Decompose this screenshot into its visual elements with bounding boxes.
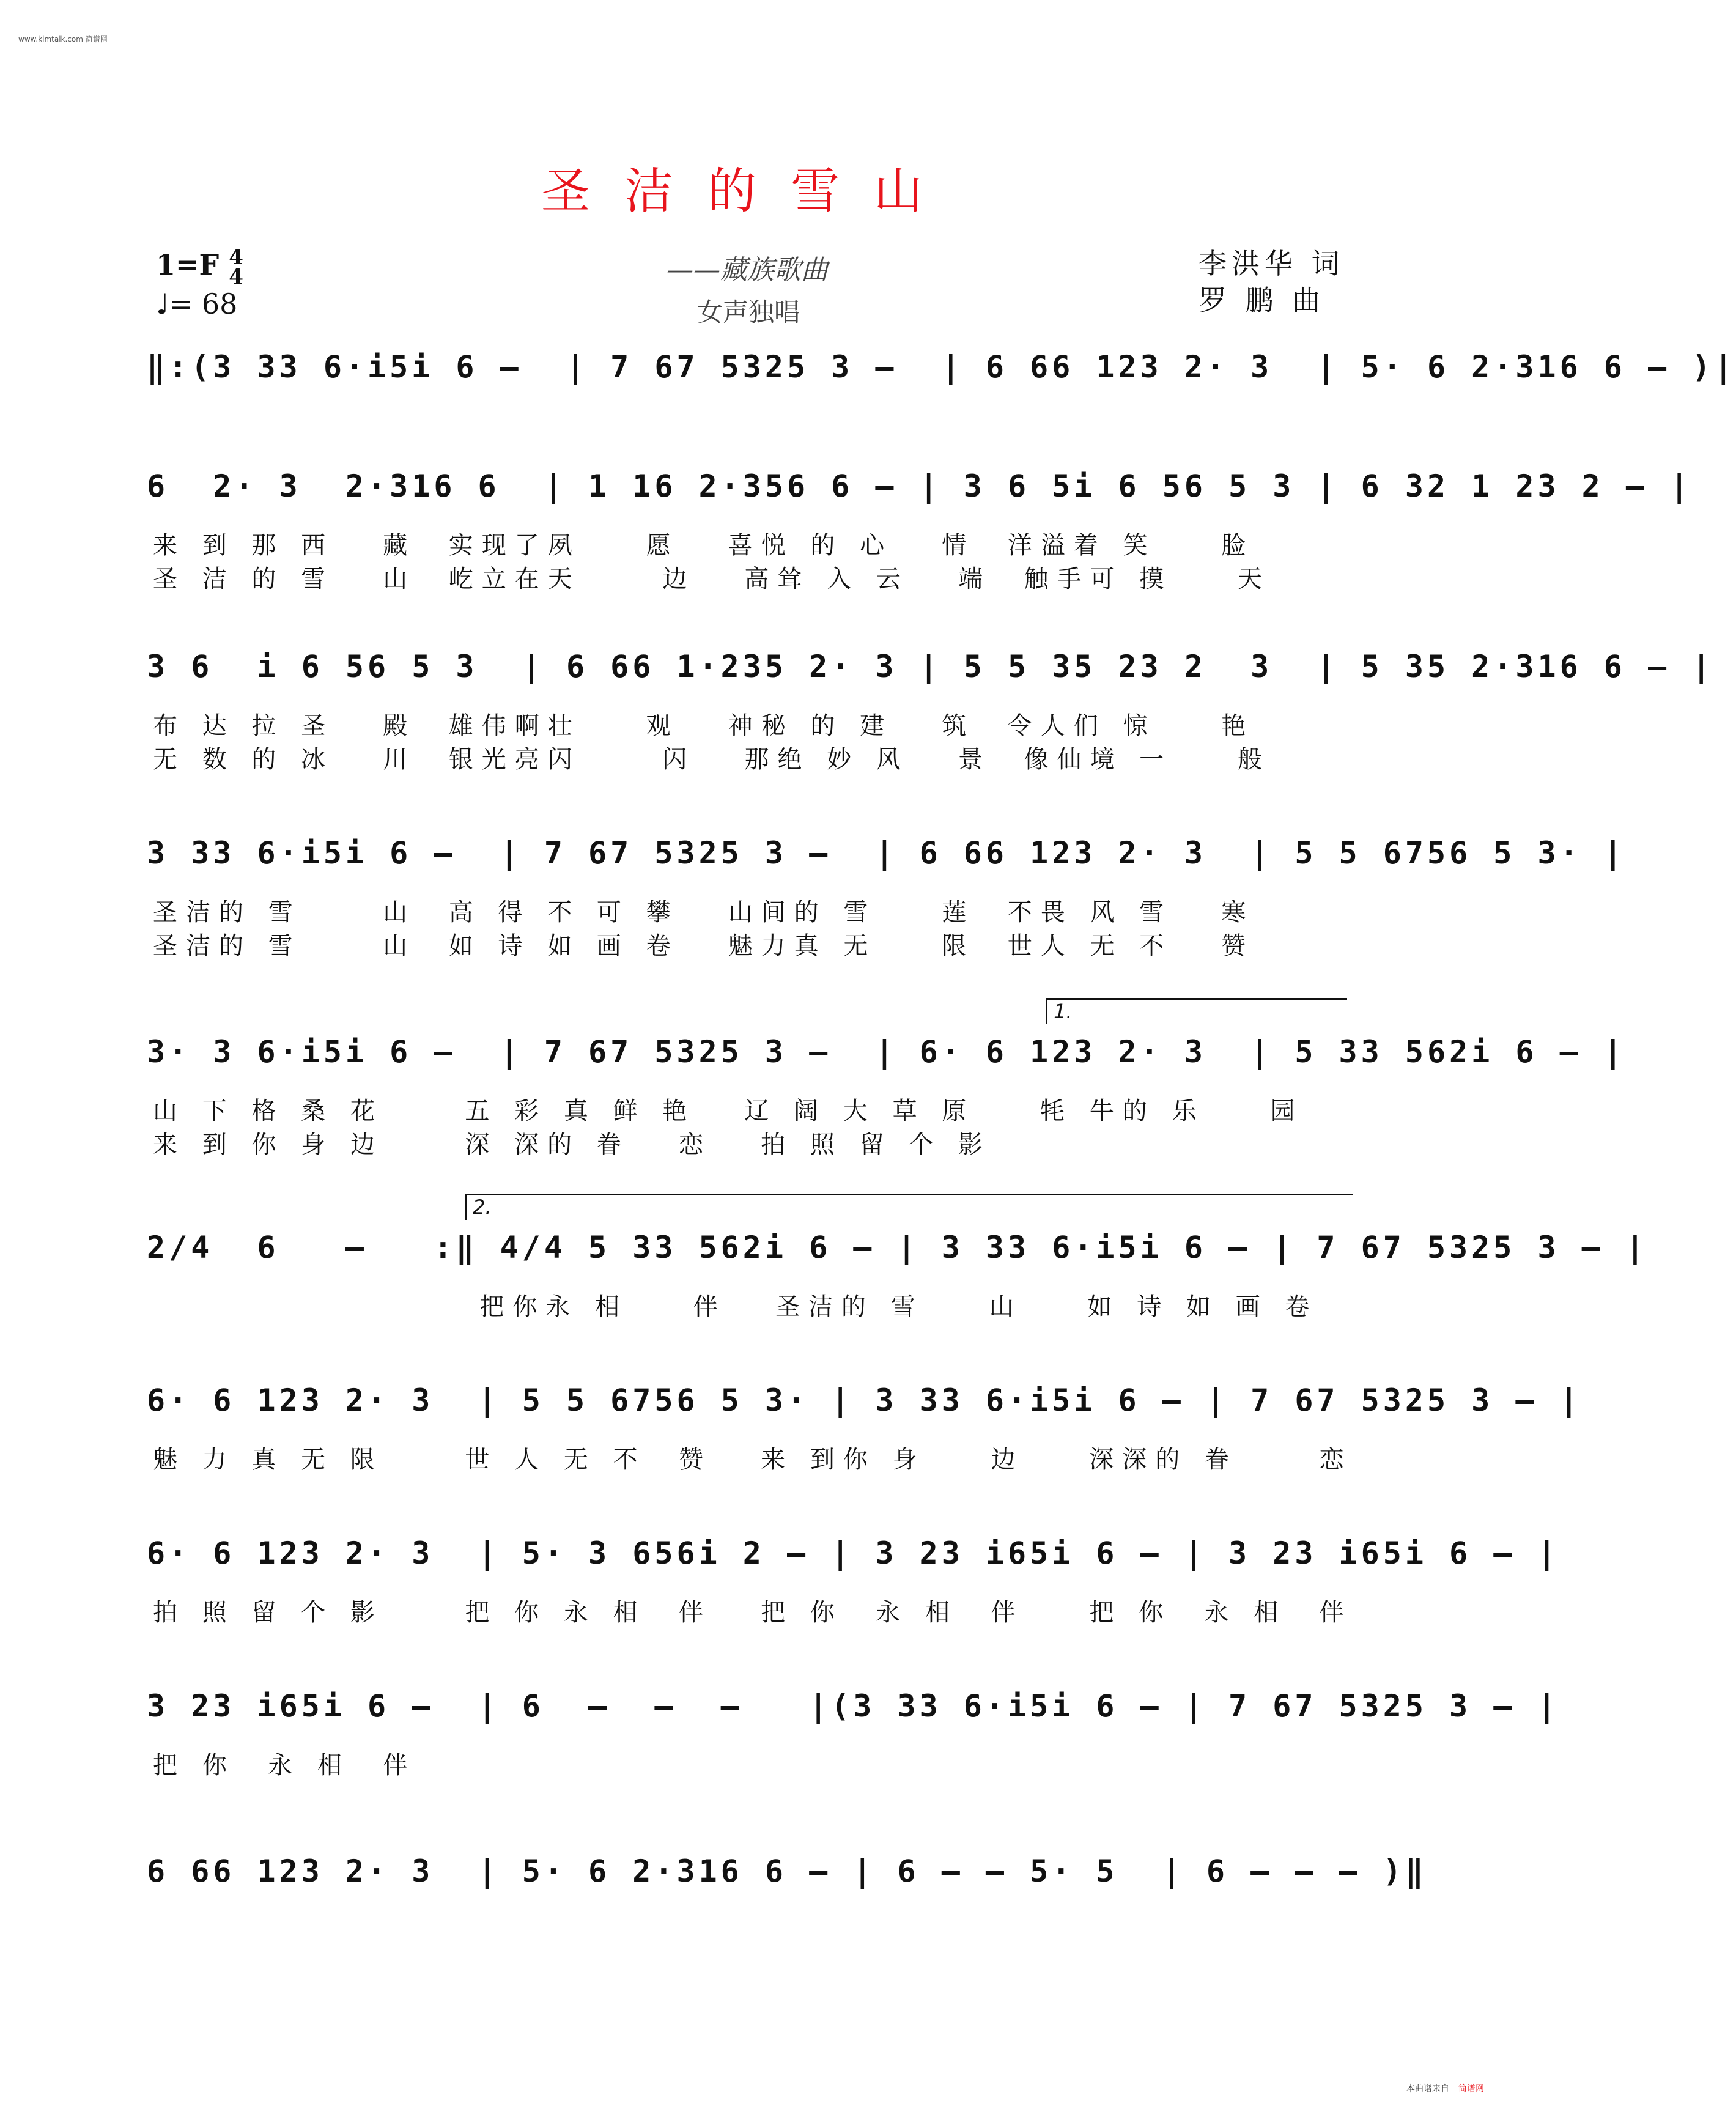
lyric-line: 圣洁的 雪 山 如 诗 如 画 卷 魅力真 无 限 世人 无 不 赞	[153, 932, 1255, 960]
volta-bracket: 1.	[1046, 998, 1347, 1024]
lyric-line: 把你永 相 伴 圣洁的 雪 山 如 诗 如 画 卷	[153, 1293, 1318, 1321]
notation-line: 6· 6 123 2· 3 | 5 5 6756 5 3· | 3 33 6·i5i 6 – | 7 67 5325 3 – |	[147, 1383, 1582, 1418]
time-bottom: 4	[229, 265, 243, 289]
site-watermark: www.kimtalk.com 简谱网	[18, 35, 108, 43]
key-signature	[156, 245, 243, 289]
footer-site: 简谱网	[1458, 2084, 1484, 2094]
performer-label: 女声独唱	[697, 297, 800, 327]
notation-line: 6 66 123 2· 3 | 5· 6 2·316 6 – | 6 – – 5· 5 | 6 – – – )‖	[147, 1853, 1427, 1889]
lyric-line: 圣洁的 雪 山 高 得 不 可 攀 山间的 雪 莲 不畏 风 雪 寒	[153, 898, 1255, 926]
lyric-line: 圣 洁 的 雪 山 屹立在天 边 高耸 入 云 端 触手可 摸 天	[153, 565, 1271, 593]
notation-line: 3· 3 6·i5i 6 – | 7 67 5325 3 – | 6· 6 123 2· 3 | 5 33 562i 6 – |	[147, 1034, 1626, 1070]
lyric-line: 把 你 永 相 伴	[153, 1751, 416, 1779]
notation-line: ‖:(3 33 6·i5i 6 – | 7 67 5325 3 – | 6 66 123 2· 3 | 5· 6 2·316 6 – )|	[147, 349, 1736, 385]
lyric-line: 来 到 那 西 藏 实现了夙 愿 喜悦 的 心 情 洋溢着 笑 脸	[153, 531, 1255, 560]
lyricist-credit: 李洪华 词	[1199, 247, 1345, 280]
time-signature	[229, 245, 243, 289]
notation-line: 2/4 6 – :‖ 4/4 5 33 562i 6 – | 3 33 6·i5i 6 – | 7 67 5325 3 – |	[147, 1230, 1648, 1265]
song-subtitle: ——藏族歌曲	[667, 254, 828, 286]
notation-line: 3 6 i 6 56 5 3 | 6 66 1·235 2· 3 | 5 5 35 23 2 3 | 5 35 2·316 6 – |	[147, 649, 1715, 684]
lyric-line: 来 到 你 身 边 深 深的 眷 恋 拍 照 留 个 影	[153, 1131, 992, 1159]
notation-line: 6 2· 3 2·316 6 | 1 16 2·356 6 – | 3 6 5i 6 56 5 3 | 6 32 1 23 2 – |	[147, 468, 1693, 504]
footer-source: 本曲谱来自	[1406, 2084, 1449, 2094]
lyric-line: 拍 照 留 个 影 把 你 永 相 伴 把 你 永 相 伴 把 你 永 相 伴	[153, 1598, 1353, 1627]
time-top: 4	[229, 245, 243, 270]
lyric-line: 魅 力 真 无 限 世 人 无 不 赞 来 到你 身 边 深深的 眷 恋	[153, 1446, 1353, 1474]
composer-credit: 罗 鹏 曲	[1199, 284, 1326, 317]
volta-bracket: 2.	[465, 1194, 1353, 1220]
song-title: 圣洁的雪山	[541, 163, 957, 220]
tempo-marking: ♩= 68	[156, 287, 238, 320]
lyric-line: 山 下 格 桑 花 五 彩 真 鲜 艳 辽 阔 大 草 原 牦 牛的 乐 园	[153, 1097, 1304, 1125]
notation-line: 6· 6 123 2· 3 | 5· 3 656i 2 – | 3 23 i65i 6 – | 3 23 i65i 6 – |	[147, 1535, 1560, 1571]
lyric-line: 布 达 拉 圣 殿 雄伟啊壮 观 神秘 的 建 筑 令人们 惊 艳	[153, 712, 1255, 740]
notation-line: 3 33 6·i5i 6 – | 7 67 5325 3 – | 6 66 123 2· 3 | 5 5 6756 5 3· |	[147, 835, 1626, 871]
lyric-line: 无 数 的 冰 川 银光亮闪 闪 那绝 妙 风 景 像仙境 一 般	[153, 745, 1271, 774]
notation-line: 3 23 i65i 6 – | 6 – – – |(3 33 6·i5i 6 – | 7 67 5325 3 – |	[147, 1688, 1560, 1724]
key-label: 1=F	[156, 248, 220, 281]
